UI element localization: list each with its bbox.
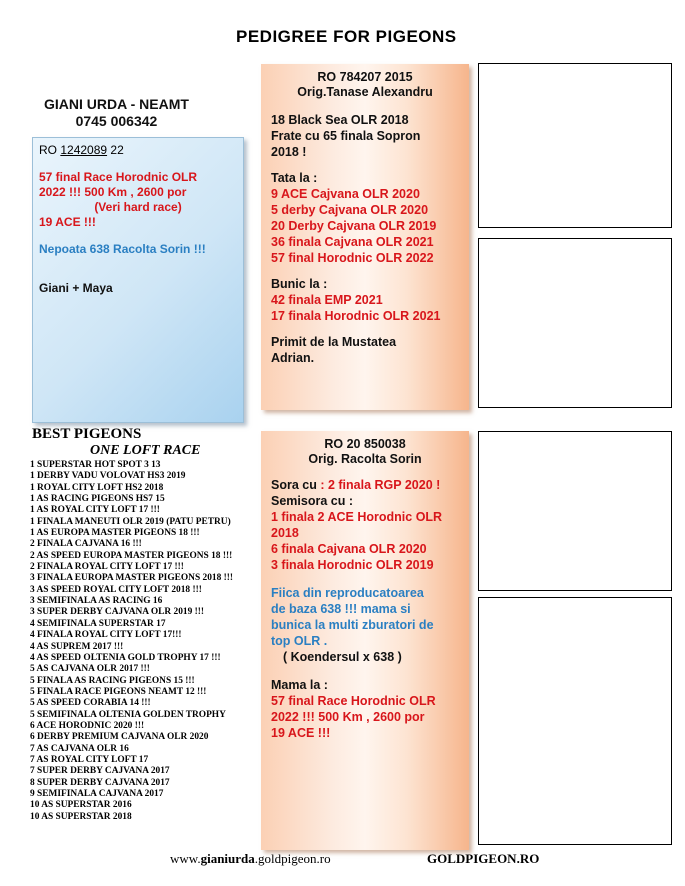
best-pigeon-item: 1 SUPERSTAR HOT SPOT 3 13 [30,460,161,470]
achievement-line: 57 final Horodnic OLR 2022 [271,251,434,265]
description-line: Fiica din reproducatoarea [271,586,424,600]
achievement-line: 57 final Race Horodnic OLR [271,694,436,708]
grandfather-of-list [271,292,459,324]
mother-description [271,585,459,649]
achievement-line: 3 finala Horodnic OLR 2019 [271,558,434,572]
achievement-line: 19 ACE !!! [271,726,331,740]
mother-cross: ( Koendersul x 638 ) [283,650,402,664]
result-line: 2022 !!! 500 Km , 2600 por [39,185,187,199]
best-pigeon-item: 4 SEMIFINALA SUPERSTAR 17 [30,618,166,629]
grandfather-of-heading: Bunic la : [271,277,328,291]
best-pigeon-item: 10 AS SUPERSTAR 2018 [30,811,132,822]
best-pigeon-item: 7 AS ROYAL CITY LOFT 17 [30,754,149,765]
photo-frame [478,63,672,228]
ring-prefix: RO [39,143,57,157]
best-pigeon-item: 2 FINALA ROYAL CITY LOFT 17 !!! [30,562,184,573]
mother-ring: RO 20 850038 [324,437,406,451]
best-pigeon-item: 5 FINALA AS RACING PIGEONS 15 !!! [30,675,195,686]
best-pigeon-item: 7 AS CAJVANA OLR 16 [30,743,129,754]
best-pigeon-item: 4 FINALA ROYAL CITY LOFT 17!!! [30,630,182,641]
best-pigeon-item: 1 AS EUROPA MASTER PIGEONS 18 !!! [30,528,200,539]
page-title: PEDIGREE FOR PIGEONS [236,27,457,46]
sister-value: : 2 finala RGP 2020 ! [316,478,441,492]
father-ring: RO 784207 2015 [317,70,413,84]
father-intro [271,112,459,160]
achievement-line: 2022 !!! 500 Km , 2600 por [271,710,425,724]
father-of-list [271,186,459,266]
father-origin: Orig.Tanase Alexandru [297,85,433,99]
half-sister-list [271,509,459,573]
footer-site[interactable]: GOLDPIGEON.RO [427,851,540,866]
main-pigeon-results [39,170,237,230]
best-pigeon-item: 5 FINALA RACE PIGEONS NEAMT 12 !!! [30,686,207,697]
best-pigeon-item: 5 AS SPEED CORABIA 14 !!! [30,698,151,709]
achievement-line: 6 finala Cajvana OLR 2020 [271,542,427,556]
best-pigeons-heading: BEST PIGEONS [32,426,142,442]
mother-of-heading: Mama la : [271,678,328,692]
achievement-line: 20 Derby Cajvana OLR 2019 [271,219,437,233]
achievement-line: 36 finala Cajvana OLR 2021 [271,235,434,249]
best-pigeons-list [30,460,233,823]
best-pigeon-item: 2 AS SPEED EUROPA MASTER PIGEONS 18 !!! [30,550,233,561]
owner-phone: 0745 006342 [75,113,158,129]
best-pigeons-subheading: ONE LOFT RACE [90,443,201,458]
best-pigeon-item: 1 DERBY VADU VOLOVAT HS3 2019 [30,471,186,482]
best-pigeon-item: 4 AS SPEED OLTENIA GOLD TROPHY 17 !!! [30,652,221,663]
owner-info [44,96,189,130]
main-pigeon-card [32,137,244,423]
web-prefix: www. [170,851,201,866]
sister-label: Sora cu [271,478,317,492]
result-line: (Veri hard race) [94,200,182,214]
ring-number: 1242089 [60,143,108,157]
best-pigeon-item: 5 SEMIFINALA OLTENIA GOLDEN TROPHY [30,709,226,720]
received-line: Primit de la Mustatea [271,335,397,349]
best-pigeon-item: 1 ROYAL CITY LOFT HS2 2018 [30,482,164,493]
best-pigeon-item: 7 SUPER DERBY CAJVANA 2017 [30,766,170,777]
ring-year: 22 [110,143,124,157]
best-pigeon-item: 3 AS SPEED ROYAL CITY LOFT 2018 !!! [30,584,202,595]
best-pigeon-item: 1 AS ROYAL CITY LOFT 17 !!! [30,505,160,516]
owner-name: GIANI URDA - NEAMT [44,96,189,112]
best-pigeon-item: 9 SEMIFINALA CAJVANA 2017 [30,788,164,799]
photo-frame [478,597,672,845]
photo-frame [478,431,672,591]
footer-website[interactable] [170,851,331,867]
intro-line: 18 Black Sea OLR 2018 [271,113,409,127]
description-line: bunica la multi zburatori de [271,618,434,632]
father-card [261,64,469,410]
mother-of-list [271,693,459,741]
best-pigeon-item: 8 SUPER DERBY CAJVANA 2017 [30,777,170,788]
description-line: de baza 638 !!! mama si [271,602,411,616]
intro-line: 2018 ! [271,145,307,159]
web-suffix: .goldpigeon.ro [254,851,331,866]
received-line: Adrian. [271,351,315,365]
mother-origin: Orig. Racolta Sorin [308,452,422,466]
best-pigeon-item: 3 FINALA EUROPA MASTER PIGEONS 2018 !!! [30,573,233,584]
main-pigeon-ring [39,143,237,158]
description-line: top OLR . [271,634,328,648]
best-pigeon-item: 3 SUPER DERBY CAJVANA OLR 2019 !!! [30,607,204,618]
result-line: 19 ACE !!! [39,215,96,229]
best-pigeon-item: 4 AS SUPREM 2017 !!! [30,641,124,652]
achievement-line: 5 derby Cajvana OLR 2020 [271,203,429,217]
best-pigeon-item: 1 FINALA MANEUTI OLR 2019 (PATU PETRU) [30,516,231,527]
achievement-line: 42 finala EMP 2021 [271,293,383,307]
achievement-line: 1 finala 2 ACE Horodnic OLR [271,510,443,524]
main-pigeon-breeders: Giani + Maya [39,281,113,295]
best-pigeon-item: 6 ACE HORODNIC 2020 !!! [30,720,145,731]
intro-line: Frate cu 65 finala Sopron [271,129,421,143]
best-pigeon-item: 1 AS RACING PIGEONS HS7 15 [30,494,165,505]
best-pigeon-item: 5 AS CAJVANA OLR 2017 !!! [30,664,150,675]
main-pigeon-note: Nepoata 638 Racolta Sorin !!! [39,242,206,256]
best-pigeon-item: 3 SEMIFINALA AS RACING 16 [30,596,163,607]
best-pigeon-item: 2 FINALA CAJVANA 16 !!! [30,539,142,550]
father-received-from [271,334,459,366]
half-sister-heading: Semisora cu : [271,494,353,508]
achievement-line: 2018 [271,526,299,540]
best-pigeon-item: 6 DERBY PREMIUM CAJVANA OLR 2020 [30,732,209,743]
photo-frame [478,238,672,408]
best-pigeon-item: 10 AS SUPERSTAR 2016 [30,800,132,811]
achievement-line: 9 ACE Cajvana OLR 2020 [271,187,420,201]
mother-card [261,431,469,850]
achievement-line: 17 finala Horodnic OLR 2021 [271,309,441,323]
result-line: 57 final Race Horodnic OLR [39,170,198,184]
web-bold: gianiurda [200,851,255,866]
father-of-heading: Tata la : [271,171,318,185]
mother-sister-of [271,477,459,493]
